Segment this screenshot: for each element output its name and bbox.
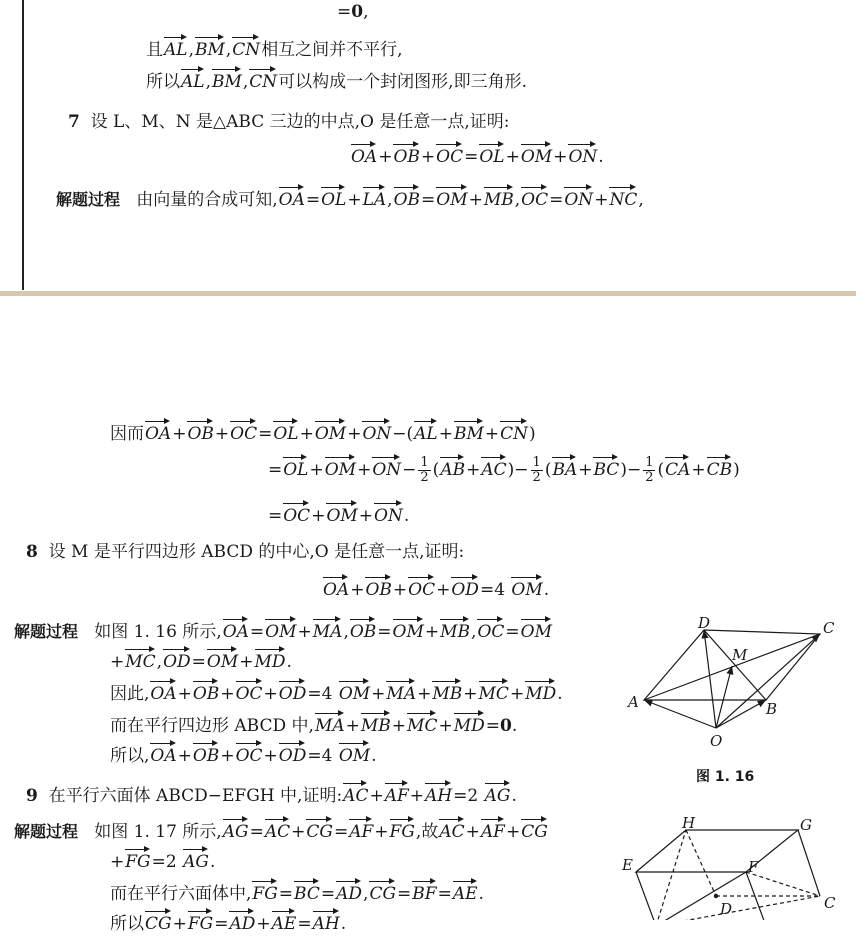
margin-rule <box>22 0 24 290</box>
fig17-label-d: D <box>720 900 733 918</box>
fraction-half: $\frac{1}{2}$ <box>645 455 654 485</box>
solution-9-line-1: 解题过程 如图 1. 17 所示,AG=AC+CG=AF+FG,故AC+AF+CG <box>14 816 549 844</box>
fraction-half: $\frac{1}{2}$ <box>532 455 541 485</box>
solution-9-line-2: +FG=2 AG. <box>110 846 215 874</box>
solution-8-line-5: 所以,OA+OB+OC+OD=4 OM. <box>110 740 377 768</box>
problem-7-equation: OA+OB+OC=OL+OM+ON. <box>350 141 604 169</box>
solution-8-line-1: 解题过程 如图 1. 16 所示,OA=OM+MA,OB=OM+MB,OC=OM <box>14 616 553 644</box>
derivation-line-3: =OC+OM+ON. <box>268 500 409 528</box>
top-page-fragment <box>0 0 856 292</box>
fig17-label-g: G <box>800 816 812 834</box>
solution-label: 解题过程 <box>14 622 79 641</box>
solution-label: 解题过程 <box>56 190 121 209</box>
fig16-label-m: M <box>732 646 748 664</box>
fig16-label-b: B <box>766 700 778 718</box>
derivation-line-1: 因而OA+OB+OC=OL+OM+ON−(AL+BM+CN) <box>110 418 536 446</box>
figure-1-17-parallelepiped <box>620 816 850 920</box>
figure-1-16-parallelogram <box>620 614 840 764</box>
problem-9-statement: 9 在平行六面体 ABCD−EFGH 中,证明:AC+AF+AH=2 AG. <box>26 780 517 808</box>
problem-7-statement: 7 设 L、M、N 是△ABC 三边的中点,O 是任意一点,证明: <box>68 112 510 132</box>
fig16-label-c: C <box>823 619 835 637</box>
text-line-not-parallel: 且AL,BM,CN相互之间并不平行, <box>146 34 403 62</box>
solution-label: 解题过程 <box>14 822 79 841</box>
text-line-triangle: 所以AL,BM,CN可以构成一个封闭图形,即三角形. <box>146 66 527 94</box>
bottom-page-fragment <box>0 296 856 934</box>
solution-8-line-3: 因此,OA+OB+OC+OD=4 OM+MA+MB+MC+MD. <box>110 678 563 706</box>
equation-continuation: =0, <box>337 2 369 22</box>
fraction-half: $\frac{1}{2}$ <box>420 455 429 485</box>
fig17-label-e: E <box>622 856 633 874</box>
solution-9-line-4: 所以CG+FG=AD+AE=AH. <box>110 908 346 936</box>
fig16-label-a: A <box>628 693 639 711</box>
solution-9-line-3: 而在平行六面体中,FG=BC=AD,CG=BF=AE. <box>110 878 484 906</box>
fig17-label-f: F <box>748 858 759 876</box>
problem-8-equation: OA+OB+OC+OD=4 OM. <box>322 574 549 602</box>
figure-1-16-caption: 图 1. 16 <box>696 769 755 785</box>
fig17-label-h: H <box>682 816 696 832</box>
fig17-label-c: C <box>824 894 836 912</box>
solution-8-line-2: +MC,OD=OM+MD. <box>110 646 292 674</box>
derivation-line-2: =OL+OM+ON− $\frac{1}{2}$ (AB+AC)− $\frac{1}{2}$ (BA+BC)− $\frac{1}{2}$ (CA+CB) <box>268 455 740 485</box>
problem-8-statement: 8 设 M 是平行四边形 ABCD 的中心,O 是任意一点,证明: <box>26 542 465 562</box>
solution-7-line: 解题过程 由向量的合成可知,OA=OL+LA,OB=OM+MB,OC=ON+NC, <box>56 184 644 212</box>
solution-8-line-4: 而在平行四边形 ABCD 中,MA+MB+MC+MD=0. <box>110 710 517 738</box>
fig16-label-o: O <box>710 732 723 750</box>
fig16-label-d: D <box>698 614 711 632</box>
